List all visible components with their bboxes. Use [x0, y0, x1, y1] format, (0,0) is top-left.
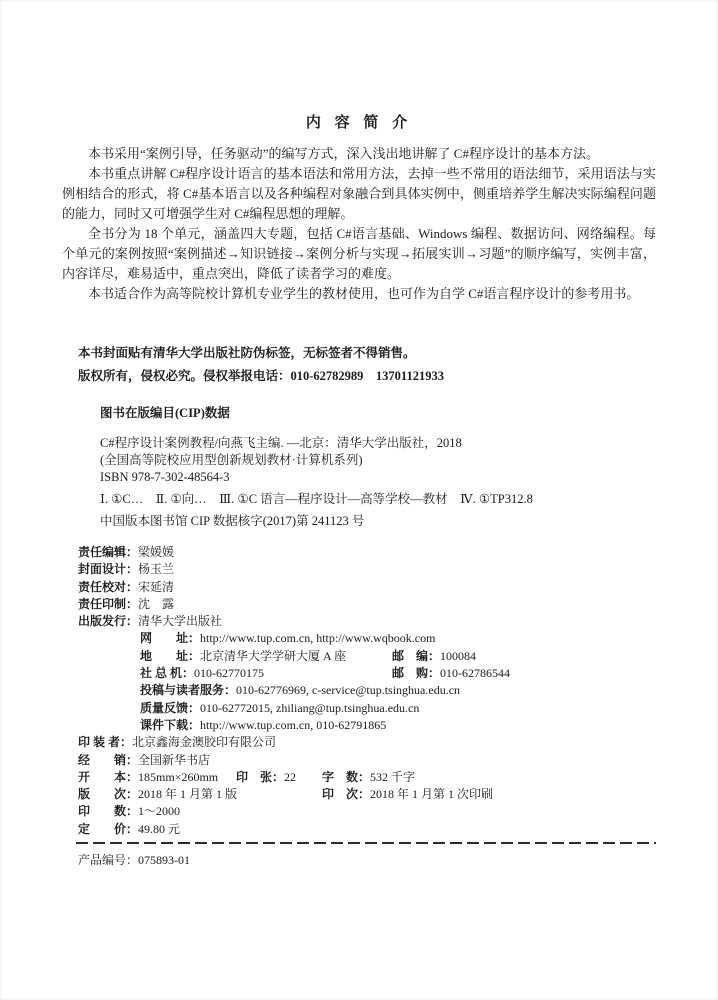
credit-label: 封面设计： [78, 562, 139, 577]
product-number [78, 851, 190, 868]
credit-row [78, 682, 656, 699]
page-title: 内 容 简 介 [305, 115, 413, 131]
credit-value: 北京清华大学学研大厦 A 座 [200, 648, 347, 663]
product-number-label: 产品编号： [78, 853, 139, 867]
credit-label: 邮 购： [392, 666, 441, 681]
credit-row [78, 579, 656, 596]
credit-value: 1～2000 [138, 804, 181, 819]
credit-value: 梁媛媛 [138, 545, 175, 559]
credit-value: 010-62786544 [440, 666, 511, 681]
credit-label: 版 次： [78, 787, 139, 802]
cip-series-line: (全国高等院校应用型创新规划教材·计算机系列) [100, 453, 363, 467]
intro-paragraph: 本书采用“案例引导，任务驱动”的编写方式，深入浅出地讲解了 C#程序设计的基本方法。 [88, 146, 599, 161]
intro-paragraph: 全书分为 18 个单元，涵盖四大专题，包括 C#语言基础、Windows 编程、数据访问、网络编程。每个单元的案例按照“案例描述→知识链接→案例分析与实现→拓展实训→习题”的顺序编写，实例丰富，内容详尽，难易适中，重点突出，降低了读者学习的难度。 [62, 226, 656, 281]
credit-label: 印 次： [322, 787, 371, 802]
credit-pair [322, 786, 493, 803]
cip-block [100, 405, 656, 530]
publishing-credits [78, 544, 656, 838]
credit-label: 社 总 机： [140, 666, 195, 681]
credit-row [78, 803, 656, 820]
credit-label: 印 数： [78, 804, 139, 819]
copyright-notice [78, 342, 656, 387]
credit-value: 全国新华书店 [138, 752, 211, 767]
rights-reserved-line: 版权所有，侵权必究。侵权举报电话：010-62782989 13701121933 [78, 368, 444, 383]
intro-paragraph: 本书适合作为高等院校计算机专业学生的教材使用，也可作为自学 C#语言程序设计的参考用书。 [88, 286, 640, 301]
credit-label: 责任校对： [78, 579, 139, 594]
credit-row [78, 700, 656, 717]
credit-row [78, 596, 656, 613]
cip-title-line: C#程序设计案例教程/向燕飞主编. —北京：清华大学出版社，2018 [100, 436, 462, 450]
credit-pair [236, 769, 296, 786]
credit-label: 邮 编： [392, 648, 441, 663]
intro-paragraph: 本书重点讲解 C#程序设计语言的基本语法和常用方法，去掉一些不常用的语法细节，采用语法与实例相结合的形式，将 C#基本语言以及各种编程对象融合到具体实例中，侧重培养学生解决实际编程问题的能力，同时又可增强学生对 C#编程思想的理解。 [62, 166, 656, 221]
credit-value: 清华大学出版社 [138, 614, 223, 629]
credit-value: 010-62776969, c-service@tup.tsinghua.edu.cn [236, 683, 461, 698]
credit-row [78, 630, 656, 647]
credit-pair [392, 648, 476, 665]
credit-value: http://www.tup.com.cn, http://www.wqbook.com [200, 631, 436, 646]
credit-label: 印 张： [236, 769, 285, 784]
credit-row [78, 544, 656, 561]
anti-piracy-line: 本书封面贴有清华大学出版社防伪标签，无标签者不得销售。 [78, 346, 416, 360]
credit-value: 010-62770175 [194, 666, 265, 681]
credit-row [78, 786, 656, 803]
credit-value: 2018 年 1 月第 1 版 [138, 787, 238, 802]
credit-label: 投稿与读者服务： [140, 683, 237, 698]
credit-value: http://www.tup.com.cn, 010-62791865 [200, 717, 387, 732]
cip-header: 图书在版编目(CIP)数据 [100, 406, 230, 420]
cip-classification: Ⅰ. ①C… Ⅱ. ①向… Ⅲ. ①C 语言—程序设计—高等学校—教材 Ⅳ. ①TP312.8 [100, 492, 533, 506]
credit-pair [392, 665, 510, 682]
credit-value: 185mm×260mm [138, 769, 219, 784]
credit-pair [322, 769, 415, 786]
credit-row [78, 717, 656, 734]
credit-label: 责任编辑： [78, 545, 139, 559]
credit-label: 网 址： [140, 631, 201, 646]
credit-row [78, 752, 656, 769]
credit-value: 2018 年 1 月第 1 次印刷 [370, 787, 494, 802]
credit-label: 地 址： [140, 648, 201, 663]
credit-value: 宋延清 [138, 579, 175, 594]
credit-value: 22 [284, 769, 297, 784]
credit-label: 出版发行： [78, 614, 139, 629]
credit-label: 开 本： [78, 769, 139, 784]
credit-row [78, 648, 656, 665]
credit-row [78, 665, 656, 682]
credit-value: 北京鑫海金澳胶印有限公司 [132, 735, 277, 750]
credit-label: 责任印制： [78, 596, 139, 611]
credit-row [78, 734, 656, 751]
cip-record-number: 中国版本图书馆 CIP 数据核字(2017)第 241123 号 [100, 514, 365, 528]
credit-value: 49.80 元 [138, 821, 181, 836]
credit-label: 课件下载： [140, 717, 201, 732]
credit-row [78, 769, 656, 786]
dashed-divider [76, 842, 656, 844]
credit-label: 质量反馈： [140, 700, 201, 715]
credit-value: 532 千字 [370, 769, 416, 784]
credit-label: 经 销： [78, 752, 139, 767]
credit-value: 010-62772015, zhiliang@tup.tsinghua.edu.cn [200, 700, 420, 715]
credit-label: 字 数： [322, 769, 371, 784]
credit-label: 印 装 者： [78, 735, 133, 750]
credit-row [78, 561, 656, 578]
content-summary [62, 144, 656, 304]
cip-isbn: ISBN 978-7-302-48564-3 [100, 470, 230, 484]
product-number-value: 075893-01 [138, 853, 191, 867]
credit-value: 杨玉兰 [138, 562, 175, 577]
credit-row [78, 821, 656, 838]
credit-value: 100084 [440, 648, 477, 663]
credit-row [78, 613, 656, 630]
credit-value: 沈 露 [138, 596, 175, 611]
credit-label: 定 价： [78, 821, 139, 836]
